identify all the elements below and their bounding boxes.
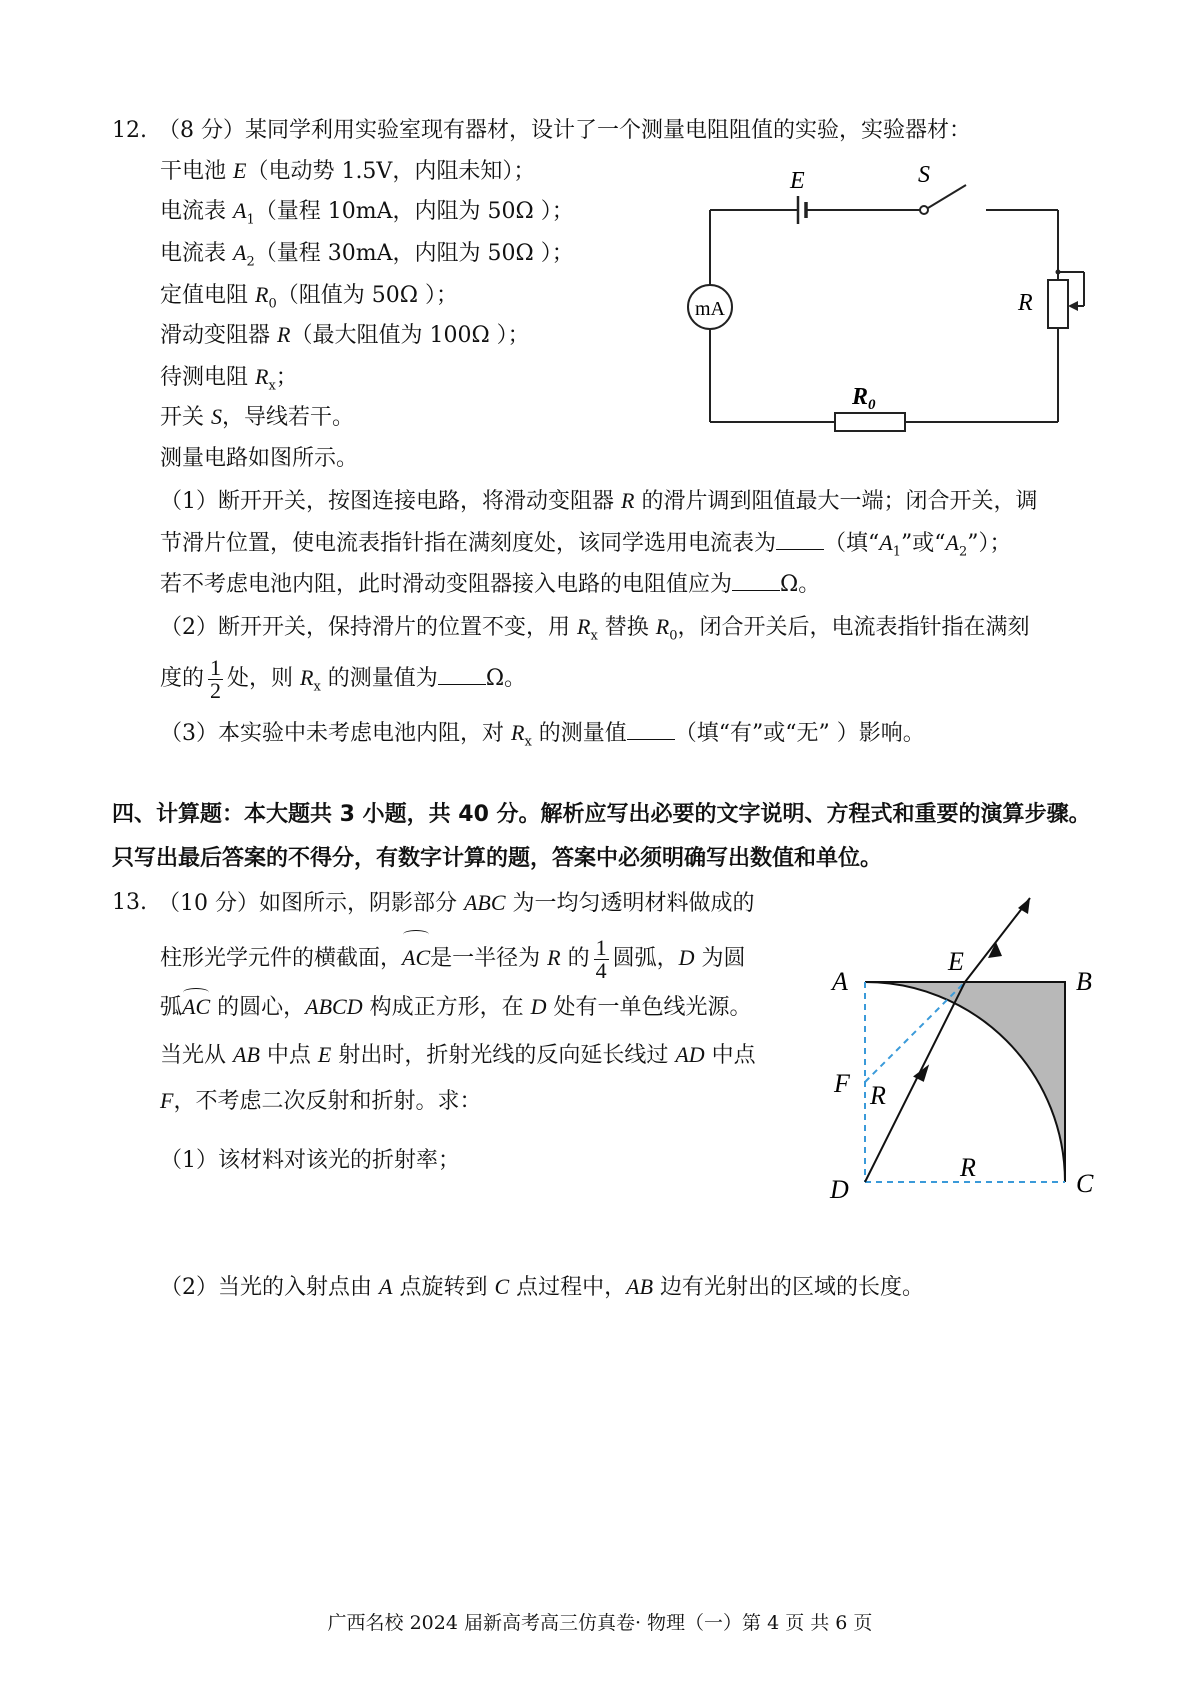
q12-part1-line3: 若不考虑电池内阻，此时滑动变阻器接入电路的电阻值应为 Ω。 [160, 572, 821, 597]
fig-label-E: E [790, 168, 805, 194]
section4-line2: 只写出最后答案的不得分，有数字计算的题，答案中必须明确写出数值和单位。 [112, 846, 883, 871]
q12-part3: （3）本实验中未考虑电池内阻，对 $R_x$ 的测量值 （填“有”或“无” ）影响。 [160, 720, 925, 750]
q13-number: 13. [112, 890, 147, 915]
fig-label-R-inner: R [870, 1081, 886, 1110]
q12-part2-line2: 度的 $\frac{1}{2}$ 处，则 $R_x$ 的测量值为 Ω。 [160, 654, 527, 703]
fig-label-C: C [1076, 1169, 1094, 1198]
fig-label-R: R [1018, 290, 1033, 316]
circuit-note: 测量电路如图所示。 [160, 446, 359, 471]
answer-blank[interactable] [627, 719, 675, 740]
fig-label-F: F [834, 1069, 850, 1098]
q13-line2: 柱形光学元件的横截面，AC是一半径为 R 的 $\frac{1}{4}$ 圆弧，D 为圆 [160, 934, 746, 983]
fig-label-R0: $R_0$ [852, 384, 876, 413]
q12-part1-line1: （1）断开开关，按图连接电路，将滑动变阻器 R 的滑片调到阻值最大一端；闭合开关，调 [160, 488, 1038, 514]
q13-line1: （10 分）如图所示，阴影部分 ABC 为一均匀透明材料做成的 [158, 890, 755, 916]
fig-label-E: E [948, 947, 964, 976]
equip-resistor-rx: 待测电阻 $R_x$； [160, 364, 298, 394]
equip-ammeter-a1: 电流表 $A_1$（量程 10mA，内阻为 50Ω ）； [160, 198, 574, 228]
q13-line5: F，不考虑二次反射和折射。求： [160, 1088, 482, 1114]
q12-intro: （8 分）某同学利用实验室现有器材，设计了一个测量电阻阻值的实验，实验器材： [158, 118, 971, 143]
answer-blank[interactable] [776, 529, 824, 550]
equip-rheostat: 滑动变阻器 R（最大阻值为 100Ω ）； [160, 322, 530, 348]
page-footer: 广西名校 2024 届新高考高三仿真卷· 物理（一）第 4 页 共 6 页 [327, 1612, 873, 1634]
arc-symbol: AC [402, 934, 430, 982]
equip-battery: 干电池 E（电动势 1.5V，内阻未知）； [160, 158, 536, 184]
equip-ammeter-a2: 电流表 $A_2$（量程 30mA，内阻为 50Ω ）； [160, 240, 574, 270]
q12-number: 12. [112, 118, 147, 143]
fraction-one-quarter: $\frac{1}{4}$ [595, 934, 607, 983]
fig-label-S: S [918, 162, 930, 188]
arc-symbol: AC [182, 992, 210, 1022]
answer-blank[interactable] [732, 570, 780, 591]
fig-label-D: D [830, 1175, 849, 1204]
answer-blank[interactable] [438, 664, 486, 685]
fig-label-R-bottom: R [960, 1153, 976, 1182]
q13-line3: 弧AC 的圆心，ABCD 构成正方形，在 D 处有一单色线光源。 [160, 994, 752, 1020]
section4-line1: 四、计算题：本大题共 3 小题，共 40 分。解析应写出必要的文字说明、方程式和重要的演算步骤。 [112, 802, 1091, 827]
fig-label-B: B [1076, 967, 1092, 996]
equip-switch: 开关 S，导线若干。 [160, 404, 355, 430]
q12-part2-line1: （2）断开开关，保持滑片的位置不变，用 $R_x$ 替换 $R_0$，闭合开关后，电流表指针指在满刻 [160, 614, 1030, 644]
fraction-one-half: $\frac{1}{2}$ [210, 654, 222, 703]
optics-diagram [820, 890, 1120, 1220]
circuit-diagram [680, 160, 1090, 450]
q13-part1: （1）该材料对该光的折射率； [160, 1148, 460, 1173]
q12-part1-line2: 节滑片位置，使电流表指针指在满刻度处，该同学选用电流表为 （填“$A_1$”或“$A_2$”）； [160, 530, 1012, 560]
fig-label-meter: mA [695, 298, 725, 320]
q13-line4: 当光从 AB 中点 E 射出时，折射光线的反向延长线过 AD 中点 [160, 1042, 756, 1068]
q13-part2: （2）当光的入射点由 A 点旋转到 C 点过程中，AB 边有光射出的区域的长度。 [160, 1274, 925, 1300]
equip-resistor-r0: 定值电阻 $R_0$（阻值为 50Ω ）； [160, 282, 458, 312]
fig-label-A: A [832, 967, 848, 996]
